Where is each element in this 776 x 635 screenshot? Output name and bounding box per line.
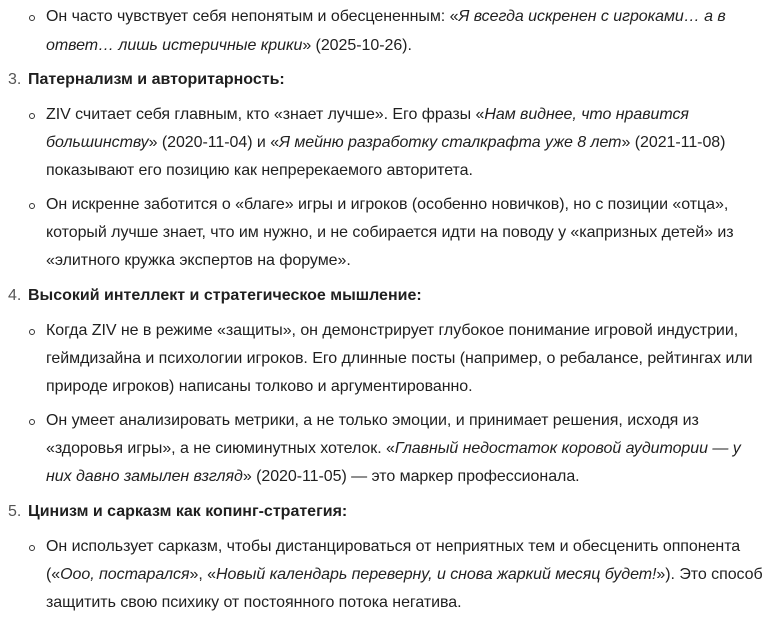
quote: большинству [46, 134, 149, 151]
list-number: 5. [8, 503, 22, 520]
list-bullet [29, 545, 35, 551]
section-heading: Цинизм и сарказм как копинг-стратегия: [28, 503, 348, 520]
quote: Нам виднее, что нравится [484, 106, 689, 123]
list-bullet [29, 15, 35, 21]
text: Он часто чувствует себя непонятым и обесцененным: « [46, 8, 459, 25]
section-heading: Патернализм и авторитарность: [28, 71, 285, 88]
paragraph-line [46, 467, 580, 487]
quote: Ооо, постарался [60, 566, 190, 583]
text: » (2020-11-04) и « [148, 134, 280, 151]
quote: Я всегда искренен с игроками… а в [458, 8, 726, 25]
list-bullet [29, 203, 35, 209]
paragraph-line: защитить свою психику от постоянного потока негатива. [46, 594, 462, 611]
paragraph-line: Он искренне заботится о «благе» игры и игроков (особенно новичков), но с позиции «отца», [46, 196, 729, 213]
text: «здоровья игры», а не сиюминутных хотелок. « [46, 440, 395, 457]
quote: ответ… лишь истеричные крики [46, 37, 303, 54]
paragraph-line [46, 7, 726, 27]
quote: Главный недостаток коровой аудитории — у [394, 440, 741, 457]
list-number: 3. [8, 71, 22, 88]
text: » (2020-11-05) — это маркер профессионала. [242, 468, 580, 485]
text: », « [189, 566, 216, 583]
paragraph-line [46, 565, 763, 585]
quote: Новый календарь переверну, и снова жаркий месяц будет! [215, 566, 657, 583]
text: »). Это способ [656, 566, 763, 583]
list-number: 4. [8, 287, 22, 304]
paragraph-line: Когда ZIV не в режиме «защиты», он демонстрирует глубокое понимание игровой индустрии, [46, 322, 739, 339]
text: ZIV считает себя главным, кто «знает лучше». Его фразы « [46, 106, 485, 123]
paragraph-line [46, 439, 741, 459]
list-bullet [29, 419, 35, 425]
text: » (2021-11-08) [621, 134, 726, 151]
paragraph-line [46, 36, 412, 56]
quote: них давно замылен взгляд [46, 468, 243, 485]
paragraph-line: показывают его позицию как непререкаемого авторитета. [46, 162, 473, 179]
paragraph-line: «элитного кружка экспертов на форуме». [46, 252, 351, 269]
paragraph-line: геймдизайна и психологии игроков. Его длинные посты (например, о ребалансе, рейтингах или [46, 350, 753, 367]
list-bullet [29, 113, 35, 119]
paragraph-line [46, 133, 725, 153]
quote: Я мейню разработку сталкрафта уже 8 лет [279, 134, 622, 151]
list-bullet [29, 329, 35, 335]
paragraph-line: природе игроков) написаны толково и аргументированно. [46, 378, 473, 395]
paragraph-line [46, 105, 689, 125]
text: » (2025-10-26). [302, 37, 412, 54]
paragraph-line: Он умеет анализировать метрики, а не только эмоции, и принимает решения, исходя из [46, 412, 699, 429]
text: (« [46, 566, 61, 583]
section-heading: Высокий интеллект и стратегическое мышление: [28, 287, 422, 304]
paragraph-line: который лучше знает, что им нужно, и не собирается идти на поводу у «капризных детей» из [46, 224, 734, 241]
paragraph-line: Он использует сарказм, чтобы дистанцироваться от неприятных тем и обесценить оппонента [46, 538, 741, 555]
